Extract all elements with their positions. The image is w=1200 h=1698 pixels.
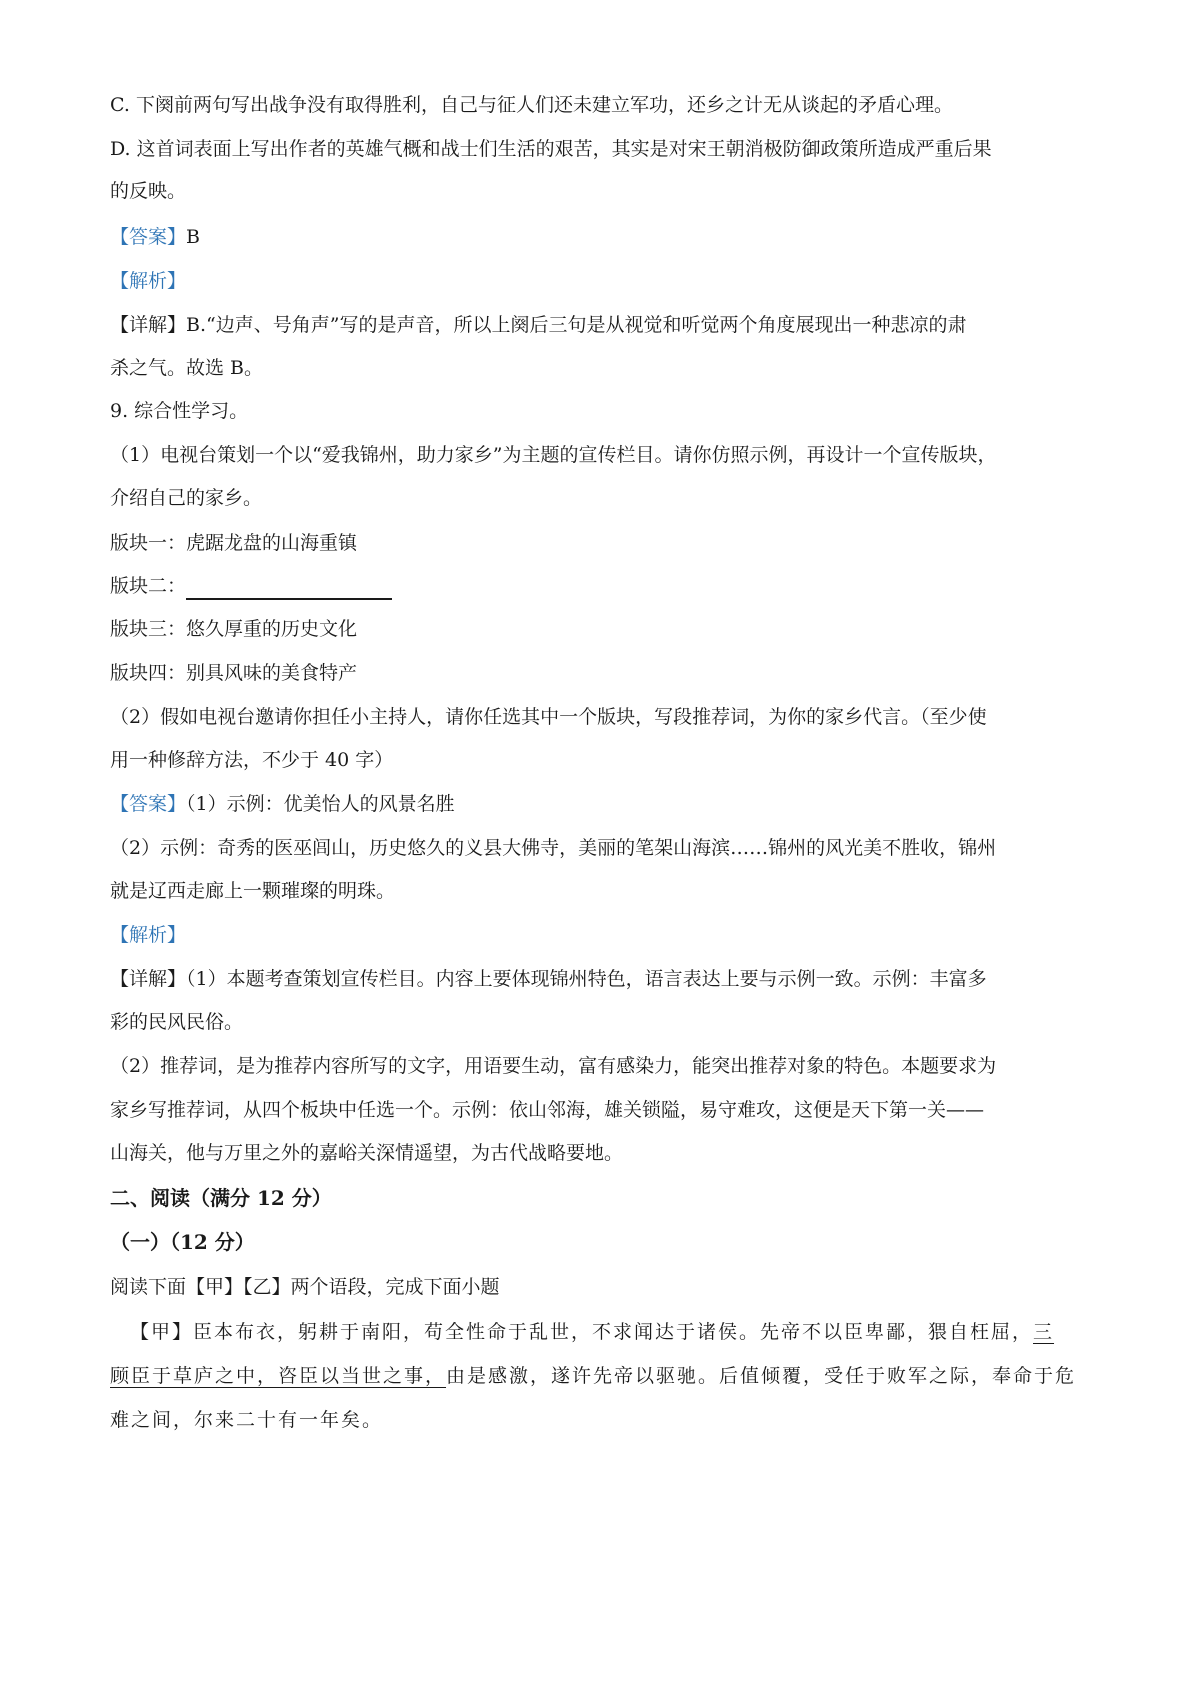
q9-detail-line4: 家乡写推荐词，从四个板块中任选一个。示例：依山邻海，雄关锁隘，易守难攻，这便是天下第一关—— (110, 1099, 985, 1121)
answer-tag: 【答案】 (110, 793, 187, 815)
passage-jia-line3: 难之间，尔来二十有一年矣。 (110, 1409, 384, 1431)
analysis-tag: 【解析】 (110, 924, 187, 946)
q9-answer-line2: （2）示例：奇秀的医巫闾山，历史悠久的义县大佛寺，美丽的笔架山海滨……锦州的风光美不胜收，锦州 (110, 837, 997, 859)
q8-detail-line2: 杀之气。故选 B。 (110, 357, 264, 379)
detail-tag: 【详解】 (110, 314, 187, 336)
q9-answer-line1 (110, 790, 455, 818)
answer-tag: 【答案】 (110, 226, 187, 248)
detail-tag: 【详解】 (110, 968, 187, 990)
block-2 (110, 572, 392, 600)
q9-detail-line1 (110, 965, 987, 993)
answer-value: B (186, 226, 200, 248)
passage-jia-line1 (130, 1318, 1054, 1346)
q9-detail-line3: （2）推荐词，是为推荐内容所写的文字，用语要生动，富有感染力，能突出推荐对象的特色。本题要求为 (110, 1055, 997, 1077)
q9-answer-line3: 就是辽西走廊上一颗璀璨的明珠。 (110, 880, 396, 902)
q9-title: 9. 综合性学习。 (110, 400, 249, 422)
q9-part1-line2: 介绍自己的家乡。 (110, 487, 263, 509)
option-d-line2: 的反映。 (110, 180, 187, 202)
q9-detail-line5: 山海关，他与万里之外的嘉峪关深情遥望，为古代战略要地。 (110, 1142, 624, 1164)
section-2-title: 二、阅读（满分 12 分） (110, 1186, 332, 1210)
passage-text: 【甲】臣本布衣，躬耕于南阳，苟全性命于乱世，不求闻达于诸侯。先帝不以臣卑鄙，猥自枉屈， (130, 1321, 1034, 1343)
q9-detail-line2: 彩的民风民俗。 (110, 1011, 244, 1033)
q8-detail-line1 (110, 311, 966, 339)
fill-in-blank[interactable] (186, 576, 392, 600)
q9-part1-line1: （1）电视台策划一个以“爱我锦州，助力家乡”为主题的宣传栏目。请你仿照示例，再设计一个宣传版块， (110, 444, 997, 466)
q9-part2-line1: （2）假如电视台邀请你担任小主持人，请你任选其中一个版块，写段推荐词，为你的家乡代言。（至少使 (110, 706, 987, 728)
analysis-tag: 【解析】 (110, 270, 187, 292)
passage-text: 由是感激，遂许先帝以驱驰。后值倾覆，受任于败军之际，奉命于危 (446, 1365, 1077, 1387)
detail-text: B.“边声、号角声”写的是声音，所以上阕后三句是从视觉和听觉两个角度展现出一种悲凉的肃 (186, 314, 967, 336)
underlined-text: 三 (1033, 1321, 1055, 1343)
q9-analysis (110, 921, 186, 949)
block-4: 版块四：别具风味的美食特产 (110, 662, 358, 684)
q8-analysis (110, 267, 186, 295)
option-c: C. 下阕前两句写出战争没有取得胜利，自己与征人们还未建立军功，还乡之计无从谈起的矛盾心理。 (110, 94, 953, 116)
underlined-text: 顾臣于草庐之中，咨臣以当世之事， (110, 1365, 447, 1387)
block-1: 版块一：虎踞龙盘的山海重镇 (110, 532, 358, 554)
block-3: 版块三：悠久厚重的历史文化 (110, 618, 358, 640)
q8-answer (110, 223, 200, 251)
passage-jia-line2 (110, 1362, 1076, 1390)
subsection-1-title: （一）（12 分） (110, 1230, 255, 1254)
option-d-line1: D. 这首词表面上写出作者的英雄气概和战士们生活的艰苦，其实是对宋王朝消极防御政策所造成严重后果 (110, 138, 992, 160)
detail-text: （1）本题考查策划宣传栏目。内容上要体现锦州特色，语言表达上要与示例一致。示例：丰富多 (186, 968, 987, 990)
block-2-label: 版块二： (110, 575, 187, 597)
q9-part2-line2: 用一种修辞方法，不少于 40 字） (110, 749, 394, 771)
reading-instruction: 阅读下面【甲】【乙】两个语段，完成下面小题 (110, 1276, 500, 1298)
answer-text: （1）示例：优美怡人的风景名胜 (186, 793, 455, 815)
